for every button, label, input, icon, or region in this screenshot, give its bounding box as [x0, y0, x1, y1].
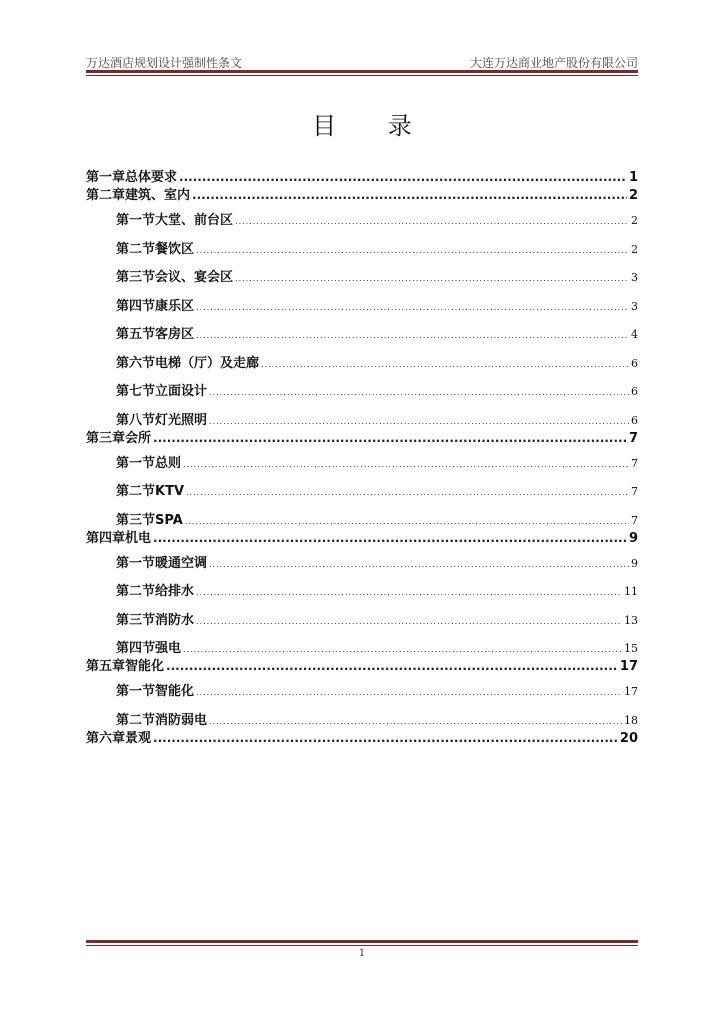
toc-section-entry[interactable] [86, 209, 638, 227]
toc-entry-number: 第五节 [116, 327, 156, 342]
header-document-title: 万达酒店规划设计强制性条文 [86, 56, 243, 70]
toc-dot-leader [235, 274, 629, 283]
toc-section-entry[interactable] [86, 580, 638, 598]
toc-entry-title: 总则 [155, 455, 182, 471]
toc-dot-leader [153, 531, 627, 545]
page-title: 目 录 [312, 112, 434, 140]
toc-entry-title: 暖通空调 [155, 555, 208, 571]
toc-entry-title: 客房区 [155, 327, 195, 342]
toc-entry-number: 第三章 [86, 430, 126, 446]
toc-entry-number: 第一节 [116, 455, 156, 471]
toc-entry-title: 会所 [125, 430, 152, 446]
toc-entry-number: 第六章 [86, 730, 126, 746]
toc-entry-page-number: 17 [624, 685, 638, 698]
toc-chapter-entry[interactable] [86, 727, 638, 745]
toc-entry-title: 电梯（厅）及走廊 [155, 355, 260, 371]
toc-entry-page-number: 18 [624, 713, 638, 727]
toc-entry-number: 第六节 [116, 355, 156, 371]
toc-entry-title: 强电 [155, 641, 182, 656]
toc-entry-title: 消防水 [155, 612, 195, 628]
toc-entry-page-number: 1 [628, 170, 638, 185]
toc-entry-page-number: 2 [631, 214, 638, 227]
toc-entry-title: 建筑、室内 [125, 188, 191, 203]
toc-entry-page-number: 6 [631, 413, 638, 427]
toc-dot-leader [196, 303, 629, 312]
toc-entry-page-number: 9 [628, 530, 638, 546]
toc-section-entry[interactable] [86, 266, 638, 284]
toc-entry-page-number: 6 [631, 356, 638, 370]
toc-section-entry[interactable] [86, 323, 638, 341]
toc-section-entry[interactable] [86, 609, 638, 627]
toc-dot-leader [185, 517, 629, 526]
toc-entry-page-number: 13 [624, 613, 638, 627]
toc-section-entry[interactable] [86, 380, 638, 398]
toc-entry-number: 第三节 [116, 270, 156, 285]
toc-entry-page-number: 6 [631, 385, 638, 398]
toc-entry-page-number: 20 [619, 730, 638, 746]
toc-entry-number: 第七节 [116, 384, 156, 399]
toc-entry-number: 第五章 [86, 659, 126, 674]
footer-rule-thick [86, 940, 638, 943]
toc-dot-leader [166, 659, 618, 673]
toc-entry-number: 第三节 [116, 512, 156, 528]
toc-entry-page-number: 4 [631, 328, 638, 341]
toc-section-entry[interactable] [86, 452, 638, 470]
toc-entry-page-number: 11 [624, 585, 638, 598]
toc-dot-leader [183, 645, 622, 654]
toc-dot-leader [209, 417, 629, 426]
toc-dot-leader [209, 388, 629, 397]
toc-entry-page-number: 7 [628, 430, 638, 446]
toc-entry-number: 第二节 [116, 484, 156, 499]
toc-entry-title: 智能化 [125, 659, 165, 674]
toc-entry-page-number: 7 [631, 513, 638, 527]
toc-section-entry[interactable] [86, 295, 638, 313]
toc-entry-title: 总体要求 [125, 170, 178, 185]
toc-entry-title: 会议、宴会区 [155, 270, 234, 285]
toc-dot-leader [179, 170, 627, 184]
toc-dot-leader [196, 688, 622, 697]
header-company-name: 大连万达商业地产股份有限公司 [469, 56, 638, 70]
toc-dot-leader [196, 588, 622, 597]
toc-section-entry[interactable] [86, 680, 638, 698]
toc-chapter-entry[interactable] [86, 527, 638, 545]
toc-entry-number: 第一节 [116, 684, 156, 699]
toc-entry-number: 第一章 [86, 170, 126, 185]
toc-section-entry[interactable] [86, 509, 638, 527]
toc-entry-title: 康乐区 [155, 298, 195, 314]
toc-entry-number: 第二节 [116, 584, 156, 599]
toc-dot-leader [183, 460, 629, 469]
toc-entry-page-number: 15 [624, 642, 638, 655]
toc-section-entry[interactable] [86, 552, 638, 570]
toc-entry-title: 给排水 [155, 584, 195, 599]
page-header [86, 54, 638, 70]
toc-entry-title: 灯光照明 [155, 412, 208, 428]
toc-dot-leader [235, 217, 629, 226]
toc-chapter-entry[interactable] [86, 184, 638, 202]
toc-entry-title: 立面设计 [155, 384, 208, 399]
toc-dot-leader [261, 360, 629, 369]
toc-entry-number: 第一节 [116, 213, 156, 228]
toc-entry-title: 机电 [125, 530, 152, 546]
toc-entry-number: 第八节 [116, 412, 156, 428]
toc-dot-leader [153, 431, 627, 445]
toc-dot-leader [209, 717, 622, 726]
toc-chapter-entry[interactable] [86, 166, 638, 184]
toc-dot-leader [209, 560, 629, 569]
toc-entry-number: 第二章 [86, 188, 126, 203]
toc-entry-title: KTV [155, 484, 185, 499]
toc-entry-number: 第二节 [116, 241, 156, 257]
toc-dot-leader [196, 617, 622, 626]
toc-section-entry[interactable] [86, 480, 638, 498]
toc-dot-leader [192, 188, 627, 202]
toc-entry-page-number: 7 [631, 456, 638, 470]
toc-chapter-entry[interactable] [86, 655, 638, 673]
toc-section-entry[interactable] [86, 238, 638, 256]
toc-dot-leader [196, 246, 629, 255]
toc-dot-leader [153, 731, 618, 745]
toc-entry-page-number: 3 [631, 271, 638, 284]
toc-entry-number: 第三节 [116, 612, 156, 628]
toc-entry-page-number: 17 [619, 659, 638, 674]
toc-entry-number: 第四章 [86, 530, 126, 546]
toc-dot-leader [196, 331, 629, 340]
footer-page-number: 1 [358, 948, 366, 959]
toc-entry-page-number: 2 [631, 242, 638, 256]
toc-entry-title: 餐饮区 [155, 241, 195, 257]
toc-entry-page-number: 2 [628, 188, 638, 203]
toc-entry-title: SPA [155, 512, 183, 528]
toc-entry-page-number: 9 [631, 556, 638, 570]
toc-entry-title: 智能化 [155, 684, 195, 699]
toc-entry-number: 第二节 [116, 712, 156, 728]
toc-section-entry[interactable] [86, 709, 638, 727]
toc-entry-page-number: 3 [631, 299, 638, 313]
footer-rule-thin [86, 945, 638, 946]
toc-entry-number: 第四节 [116, 298, 156, 314]
header-rule-thin [86, 75, 638, 76]
toc-dot-leader [186, 488, 629, 497]
toc-chapter-entry[interactable] [86, 427, 638, 445]
toc-entry-page-number: 7 [631, 485, 638, 498]
toc-entry-title: 消防弱电 [155, 712, 208, 728]
toc-entry-title: 大堂、前台区 [155, 213, 234, 228]
toc-entry-title: 景观 [125, 730, 152, 746]
toc-entry-number: 第一节 [116, 555, 156, 571]
toc-section-entry[interactable] [86, 352, 638, 370]
toc-section-entry[interactable] [86, 637, 638, 655]
toc-section-entry[interactable] [86, 409, 638, 427]
header-rule-thick [86, 70, 638, 73]
toc-entry-number: 第四节 [116, 641, 156, 656]
